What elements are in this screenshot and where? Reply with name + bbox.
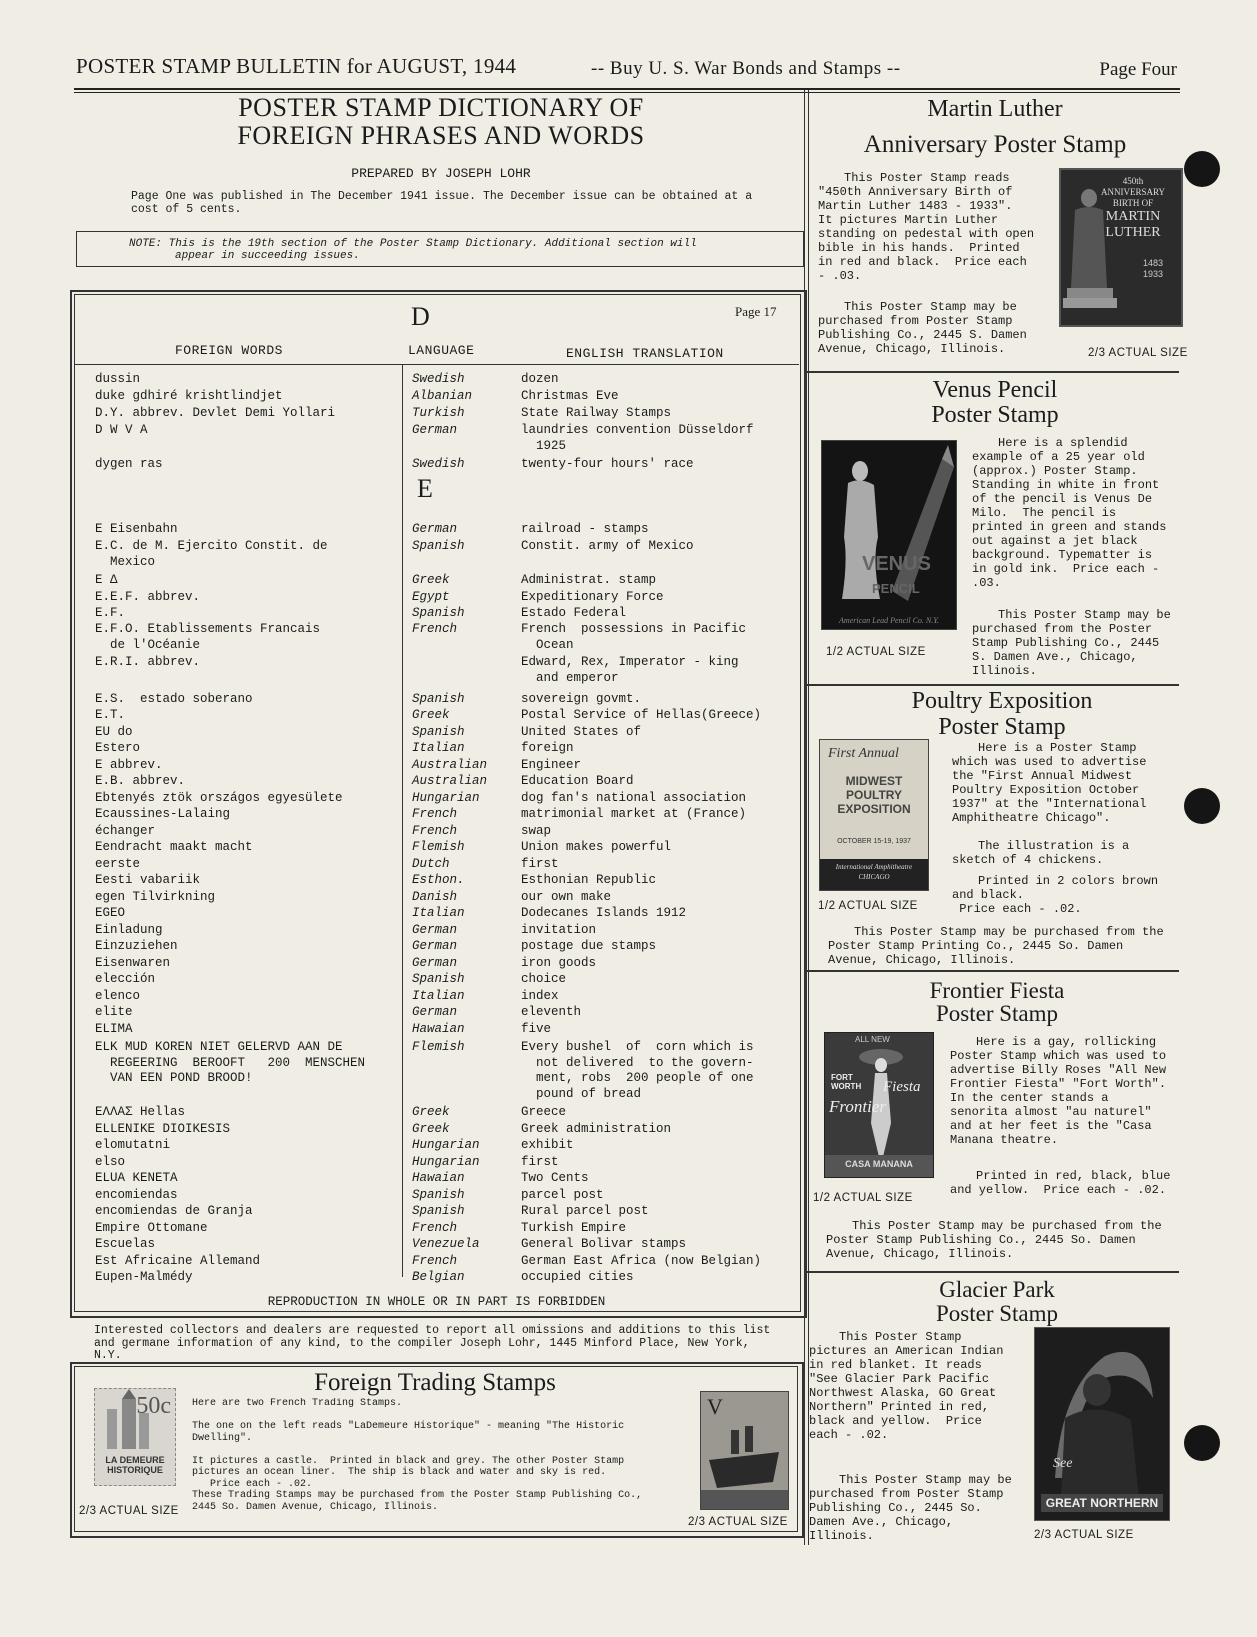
entry-language: Italian [412,741,465,755]
poultry-printing: Printed in 2 colors brown and black. Price each - .02. [952,874,1159,916]
frontier-stamp-city: FORT WORTH [831,1073,862,1091]
entry-language: Swedish [412,457,465,471]
entry-language: German [412,522,458,536]
foreign-trading-title: Foreign Trading Stamps [314,1369,556,1396]
luther-stamp-line3: BIRTH OF [1112,198,1154,208]
entry-foreign: dygen ras [95,457,163,471]
col-header-language: LANGUAGE [408,343,475,358]
foreign-trading-text: Here are two French Trading Stamps. The one on the left reads "LaDemeure Historique" - meaning "The Historic Dwelling". It pictures a castle. Printed in black and grey. The other Poster Stamp pictures an ocean liner. The ship is black and water and sky is red. Price each - .02. These Trading Stamps may be purchased from the Poster Stamp Publishing Co., 2445 So. Damen Avenue, Chicago, Illinois. [192,1398,643,1513]
entry-language: German [412,1005,458,1019]
entry-foreign: encomiendas de Granja [95,1204,253,1218]
frontier-description: Here is a gay, rollicking Poster Stamp which was used to advertise Billy Roses "All New Frontier Fiesta" "Fort Worth". In the center stands a senorita almost "au naturel" and at her feet is the "Casa Manana theatre. [950,1035,1181,1147]
entry-foreign: E.B. abbrev. [95,774,186,788]
entry-language: French [412,807,458,821]
entry-foreign: Eendracht maakt macht [95,840,253,854]
entry-language: Australian [412,774,488,788]
entry-english: Greece [521,1105,567,1119]
luther-title-line1: Martin Luther [927,96,1063,122]
binder-hole [1184,1425,1220,1461]
entry-foreign: Einzuziehen [95,939,178,953]
entry-language: Greek [412,1105,450,1119]
entry-language: Flemish [412,840,465,854]
entry-foreign: D W V A [95,423,148,437]
section-rule [807,684,1179,686]
entry-english: dog fan's national association [521,791,747,805]
glacier-title [832,1278,1162,1326]
section-rule [807,970,1179,972]
entry-english: sovereign govmt. [521,692,642,706]
entry-foreign: ELIMA [95,1022,133,1036]
entry-foreign: E abbrev. [95,758,163,772]
entry-foreign: Eupen-Malmédy [95,1270,193,1284]
entry-language: Hungarian [412,1138,480,1152]
entry-foreign: elenco [95,989,141,1003]
stamp-caption-text: LA DEMEURE HISTORIQUE [105,1455,165,1475]
entry-english: exhibit [521,1138,574,1152]
luther-stamp-line4: MARTIN [1105,209,1161,224]
entry-language: Greek [412,573,450,587]
page-one-note: Page One was published in The December 1941 issue. The December issue can be obtained at a cost of 5 cents. [131,190,753,216]
entry-english: Administrat. stamp [521,573,657,587]
dictionary-page-label: Page 17 [735,304,777,319]
entry-foreign: E.S. estado soberano [95,692,253,706]
entry-english: Rural parcel post [521,1204,649,1218]
page-number: Page Four [1099,59,1177,80]
entry-english: Every bushel of corn which is not delivered to the govern- ment, robs 200 people of one pound of bread [521,1040,754,1101]
war-bonds-slogan: -- Buy U. S. War Bonds and Stamps -- [591,58,901,79]
poultry-caption: 1/2 ACTUAL SIZE [818,900,918,912]
venus-description: Here is a splendid example of a 25 year old (approx.) Poster Stamp. Standing in white in front of the pencil is Venus De Milo. The pencil is printed in green and stands out against a jet black background. Typematter is in gold ink. Price each - .03. [972,436,1174,590]
entry-english: Expeditionary Force [521,590,664,604]
reproduction-notice: REPRODUCTION IN WHOLE OR IN PART IS FORBIDDEN [267,1295,606,1309]
venus-stamp-word: VENUS [862,553,931,575]
entry-language: French [412,1221,458,1235]
frontier-title [832,979,1162,1025]
entry-english: German East Africa (now Belgian) [521,1254,762,1268]
venus-purchase: This Poster Stamp may be purchased from the Poster Stamp Publishing Co., 2445 S. Damen Ave., Chicago, Illinois. [972,608,1179,678]
note-line1: NOTE: This is the 19th section of the Poster Stamp Dictionary. Additional section will [129,238,697,250]
entry-language: Spanish [412,539,465,553]
entry-english: index [521,989,559,1003]
entry-language: Spanish [412,606,465,620]
entry-language: Albanian [412,389,473,403]
entry-language: Greek [412,1122,450,1136]
entry-english: laundries convention Düsseldorf 1925 [521,423,754,453]
entry-language: Egypt [412,590,450,604]
glacier-purchase: This Poster Stamp may be purchased from Poster Stamp Publishing Co., 2445 So. Damen Ave., Chicago, Illinois. [809,1473,1020,1543]
bulletin-title: POSTER STAMP BULLETIN for AUGUST, 1944 [76,54,517,78]
prepared-by: PREPARED BY JOSEPH LOHR [351,166,531,181]
entry-foreign: Empire Ottomane [95,1221,208,1235]
entry-foreign: Eisenwaren [95,956,171,970]
section-letter-e: E [417,474,433,503]
luther-stamp-line1: 450th [1122,176,1144,186]
entry-foreign: Einladung [95,923,163,937]
frontier-title-line1: Frontier Fiesta [929,978,1065,1003]
entry-english: State Railway Stamps [521,406,672,420]
dictionary-title-line1: POSTER STAMP DICTIONARY OF [238,93,644,122]
venus-pencil-stamp [821,440,957,630]
demeure-historique-stamp [94,1388,176,1486]
entry-language: Hawaian [412,1171,465,1185]
venus-de-milo-icon [822,441,956,629]
entry-language: Australian [412,758,488,772]
glacier-stamp-see: See [1053,1456,1073,1471]
glacier-description: This Poster Stamp pictures an American Indian in red blanket. It reads "See Glacier Park Pacific Northwest Alaska, GO Great Northern" Printed in red, black and yellow. Price each - .02. [809,1330,1011,1442]
entry-language: German [412,956,458,970]
entry-language: French [412,824,458,838]
dictionary-title [76,94,806,150]
contributors-request: Interested collectors and dealers are requested to report all omissions and additions to this list and germane information of any kind, to the compiler Joseph Lohr, 1445 Minford Place, New York, N.Y. [94,1324,771,1362]
glacier-park-stamp [1034,1327,1170,1521]
entry-english: Turkish Empire [521,1221,627,1235]
entry-language: Dutch [412,857,450,871]
entry-language: Spanish [412,1188,465,1202]
note-line2: appear in succeeding issues. [175,250,360,262]
right-stamp-caption: 2/3 ACTUAL SIZE [688,1516,788,1528]
entry-language: Spanish [412,692,465,706]
poultry-description: Here is a Poster Stamp which was used to advertise the "First Annual Midwest Poultry Exposition October 1937" at the "International Amphitheatre Chicago". [952,741,1154,825]
frontier-title-line2: Poster Stamp [935,1001,1059,1026]
entry-language: French [412,1254,458,1268]
entry-english: Constit. army of Mexico [521,539,694,553]
entry-foreign: E Δ [95,573,118,587]
entry-english: occupied cities [521,1270,634,1284]
entry-english: choice [521,972,567,986]
entry-foreign: elección [95,972,156,986]
entry-english: eleventh [521,1005,582,1019]
glacier-caption: 2/3 ACTUAL SIZE [1034,1529,1134,1541]
header-rule [74,88,1180,90]
frontier-printing: Printed in red, black, blue and yellow. Price each - .02. [950,1169,1178,1197]
entry-foreign: elso [95,1155,126,1169]
entry-english: postage due stamps [521,939,657,953]
entry-language: Swedish [412,372,465,386]
venus-title [810,378,1180,428]
col-header-foreign: FOREIGN WORDS [175,343,283,358]
frontier-caption: 1/2 ACTUAL SIZE [813,1192,913,1204]
poultry-stamp-date: OCTOBER 15-19, 1937 [837,838,911,845]
entry-language: Hungarian [412,1155,480,1169]
entry-english: Two Cents [521,1171,589,1185]
frontier-stamp-word1: Frontier [829,1097,886,1116]
page-header [76,52,1177,86]
entry-language: Italian [412,989,465,1003]
table-column-separator [402,364,403,1277]
entry-foreign: Ecaussines-Lalaing [95,807,231,821]
poultry-title-line2: Poster Stamp [938,714,1066,740]
entry-foreign: egen Tilvirkning [95,890,216,904]
entry-english: swap [521,824,552,838]
entry-foreign: eerste [95,857,141,871]
entry-foreign: encomiendas [95,1188,178,1202]
entry-english: dozen [521,372,559,386]
entry-english: matrimonial market at (France) [521,807,747,821]
stamp-value: 50c [136,1393,171,1419]
luther-caption: 2/3 ACTUAL SIZE [1088,347,1188,359]
venus-title-line1: Venus Pencil [932,377,1058,403]
entry-english: Engineer [521,758,582,772]
ocean-liner-stamp [700,1391,789,1510]
luther-stamp-years: 1483 1933 [1142,258,1163,279]
entry-english: Postal Service of Hellas(Greece) [521,708,762,722]
venus-stamp-footer: American Lead Pencil Co. N.Y. [839,616,939,625]
poultry-illustration: The illustration is a sketch of 4 chickens. [952,839,1137,867]
entry-foreign: E.F.O. Etablissements Francais de l'Océanie [95,622,321,652]
poultry-stamp-bottom: International Amphitheatre CHICAGO [820,859,928,890]
entry-foreign: dussin [95,372,141,386]
entry-language: Spanish [412,1204,465,1218]
frontier-stamp-top: ALL NEW [855,1035,890,1044]
binder-hole [1184,151,1220,187]
entry-english: first [521,1155,559,1169]
entry-english: Esthonian Republic [521,873,657,887]
entry-language: Danish [412,890,458,904]
dictionary-title-line2: FOREIGN PHRASES AND WORDS [237,121,645,150]
entry-language: German [412,923,458,937]
frontier-fiesta-stamp [824,1032,934,1178]
entry-foreign: Ebtenyés ztök országos egyesülete [95,791,343,805]
entry-foreign: Estero [95,741,141,755]
entry-english: United States of [521,725,642,739]
entry-english: Dodecanes Islands 1912 [521,906,687,920]
poultry-title [832,688,1172,740]
entry-foreign: elite [95,1005,133,1019]
entry-english: foreign [521,741,574,755]
entry-language: Turkish [412,406,465,420]
column-divider [808,90,809,1545]
entry-english: Education Board [521,774,634,788]
entry-english: twenty-four hours' race [521,457,694,471]
entry-foreign: échanger [95,824,156,838]
luther-stamp-line5: LUTHER [1105,225,1161,240]
entry-foreign: D.Y. abbrev. Devlet Demi Yollari [95,406,336,420]
entry-language: Flemish [412,1040,465,1054]
entry-foreign: EU do [95,725,133,739]
entry-foreign: duke gdhiré krishtlindjet [95,389,283,403]
entry-language: German [412,939,458,953]
frontier-purchase: This Poster Stamp may be purchased from the Poster Stamp Publishing Co., 2445 So. Damen Avenue, Chicago, Illinois. [826,1219,1169,1261]
section-letter-d: D [411,302,430,331]
col-header-english: ENGLISH TRANSLATION [566,346,724,361]
poultry-purchase: This Poster Stamp may be purchased from the Poster Stamp Printing Co., 2445 So. Damen Avenue, Chicago, Illinois. [828,925,1171,967]
luther-title-line2: Anniversary Poster Stamp [863,131,1127,158]
entry-language: Belgian [412,1270,465,1284]
entry-english: Estado Federal [521,606,627,620]
entry-english: our own make [521,890,612,904]
poultry-stamp-mid: MIDWEST POULTRY EXPOSITION [837,774,911,816]
glacier-title-line2: Poster Stamp [935,1301,1059,1326]
entry-foreign: E.T. [95,708,126,722]
entry-language: Spanish [412,972,465,986]
entry-english: Union makes powerful [521,840,672,854]
left-stamp-caption: 2/3 ACTUAL SIZE [79,1505,179,1517]
entry-foreign: E.E.F. abbrev. [95,590,201,604]
entry-foreign: ELK MUD KOREN NIET GELERVD AAN DE REGEERING BEROOFT 200 MENSCHEN VAN EEN POND BROOD! [95,1040,366,1085]
entry-foreign: Est Africaine Allemand [95,1254,261,1268]
entry-english: railroad - stamps [521,522,649,536]
entry-language: Esthon. [412,873,465,887]
entry-english: French possessions in Pacific Ocean [521,622,747,652]
poultry-stamp-top: First Annual [828,746,899,761]
entry-language: Venezuela [412,1237,480,1251]
venus-stamp-word2: PENCIL [872,581,920,596]
glacier-title-line1: Glacier Park [939,1277,1055,1302]
entry-foreign: ELUA KENETA [95,1171,178,1185]
entry-language: Greek [412,708,450,722]
entry-foreign: E Eisenbahn [95,522,178,536]
luther-stamp-line2: ANNIVERSARY [1100,187,1165,197]
entry-foreign: ELLENIKE DIOIKESIS [95,1122,231,1136]
venus-title-line2: Poster Stamp [931,402,1059,428]
binder-hole [1184,788,1220,824]
entry-foreign: Escuelas [95,1237,156,1251]
entry-english: Edward, Rex, Imperator - king and emperor [521,655,739,685]
entry-language: Italian [412,906,465,920]
glacier-stamp-banner: GREAT NORTHERN [1041,1494,1163,1512]
poultry-title-line1: Poultry Exposition [911,688,1093,714]
note-box [76,231,804,267]
entry-foreign: Eesti vabariik [95,873,201,887]
note-text [129,238,697,262]
section-rule [807,371,1179,373]
entry-foreign: E.C. de M. Ejercito Constit. de Mexico [95,539,328,569]
luther-description: This Poster Stamp reads "450th Anniversary Birth of Martin Luther 1483 - 1933". It pictures Martin Luther standing on pedestal with open bible in his hands. Printed in red and black. Price each - .03. [818,171,1042,283]
entry-english: invitation [521,923,597,937]
entry-foreign: EGEO [95,906,126,920]
luther-title [810,94,1180,160]
entry-english: first [521,857,559,871]
entry-language: French [412,622,458,636]
header-rule-table [74,364,799,365]
entry-language: Spanish [412,725,465,739]
entry-foreign: ΕΛΛΑΣ Hellas [95,1105,186,1119]
entry-english: five [521,1022,552,1036]
entry-english: Greek administration [521,1122,672,1136]
entry-english: General Bolivar stamps [521,1237,687,1251]
frontier-stamp-bottom: CASA MANANA [845,1159,913,1169]
frontier-stamp-word2: Fiesta [883,1079,921,1095]
entry-foreign: elomutatni [95,1138,171,1152]
section-rule [807,1271,1179,1273]
luther-stamp-text [1093,176,1173,241]
luther-purchase: This Poster Stamp may be purchased from Poster Stamp Publishing Co., 2445 S. Damen Avenue, Chicago, Illinois. [818,300,1035,356]
entry-english: iron goods [521,956,597,970]
entry-english: parcel post [521,1188,604,1202]
venus-caption: 1/2 ACTUAL SIZE [826,646,926,658]
poultry-stamp [819,739,929,891]
entry-foreign: E.F. [95,606,126,620]
stamp-letter: V [707,1394,723,1419]
luther-stamp [1059,168,1183,327]
entry-language: Hungarian [412,791,480,805]
indian-figure-icon [1035,1328,1169,1520]
entry-foreign: E.R.I. abbrev. [95,655,201,669]
entry-english: Christmas Eve [521,389,619,403]
entry-language: German [412,423,458,437]
entry-language: Hawaian [412,1022,465,1036]
